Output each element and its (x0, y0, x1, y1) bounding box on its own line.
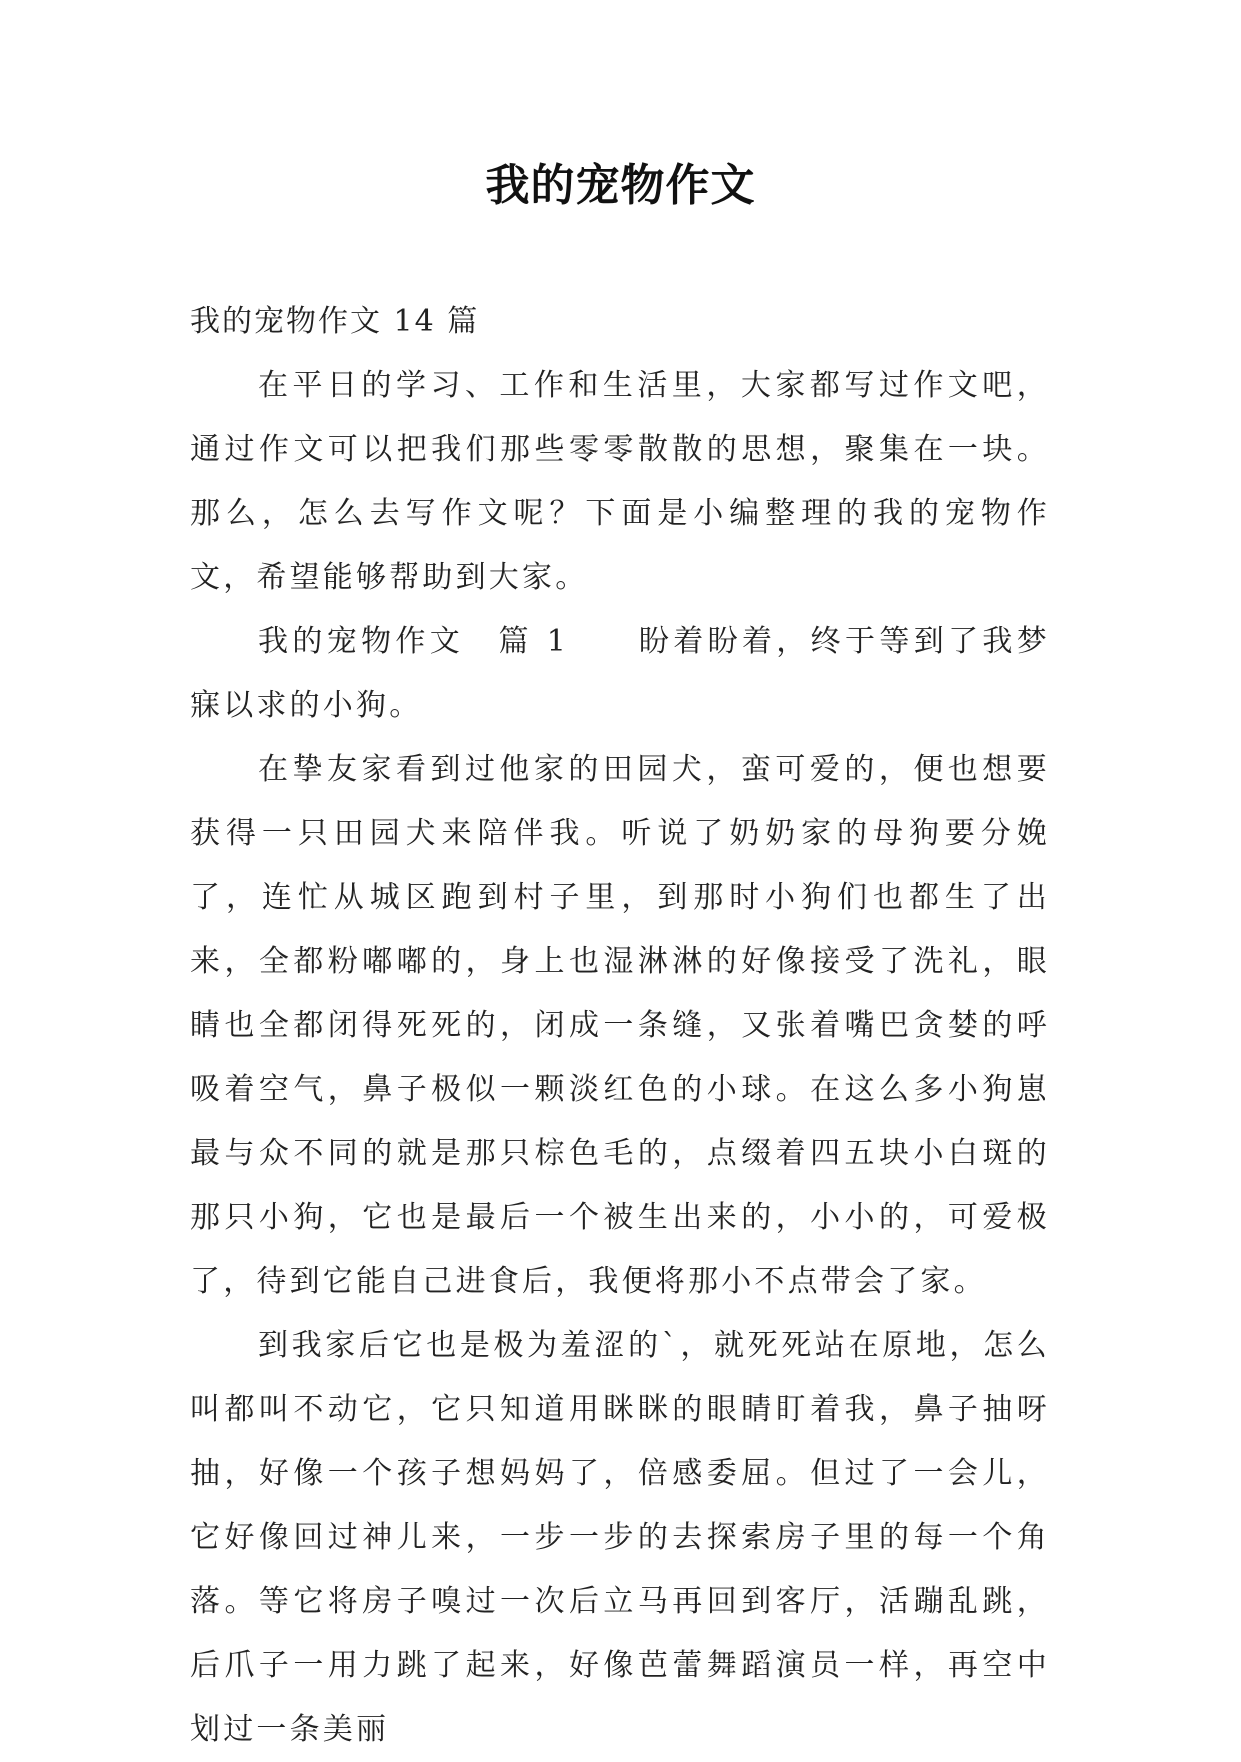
document-subtitle: 我的宠物作文 14 篇 (190, 304, 480, 339)
document-title: 我的宠物作文 (485, 160, 756, 211)
paragraph-essay-1-body-1: 在挚友家看到过他家的田园犬，蛮可爱的，便也想要获得一只田园犬来陪伴我。听说了奶奶家的母狗要分娩了，连忙从城区跑到村子里，到那时小狗们也都生了出来，全都粉嘟嘟的，身上也湿淋淋的好像接受了洗礼，眼睛也全都闭得死死的，闭成一条缝，又张着嘴巴贪婪的呼吸着空气，鼻子极似一颗淡红色的小球。在这么多小狗崽最与众不同的就是那只棕色毛的，点缀着四五块小白斑的那只小狗，它也是最后一个被生出来的，小小的，可爱极了，待到它能自己进食后，我便将那小不点带会了家。 (190, 752, 1050, 1299)
paragraph-essay-1-body-2: 到我家后它也是极为羞涩的`，就死死站在原地，怎么叫都叫不动它，它只知道用眯眯的眼睛盯着我，鼻子抽呀抽，好像一个孩子想妈妈了，倍感委屈。但过了一会儿，它好像回过神儿来，一步一步的去探索房子里的每一个角落。等它将房子嗅过一次后立马再回到客厅，活蹦乱跳，后爪子一用力跳了起来，好像芭蕾舞蹈演员一样，再空中划过一条美丽 (190, 1328, 1050, 1747)
paragraph-intro: 在平日的学习、工作和生活里，大家都写过作文吧，通过作文可以把我们那些零零散散的思想，聚集在一块。那么，怎么去写作文呢？下面是小编整理的我的宠物作文，希望能够帮助到大家。 (190, 368, 1050, 595)
paragraph-essay-1-heading: 我的宠物作文 篇 1 盼着盼着，终于等到了我梦寐以求的小狗。 (190, 624, 1050, 723)
document-body (190, 290, 1050, 1762)
